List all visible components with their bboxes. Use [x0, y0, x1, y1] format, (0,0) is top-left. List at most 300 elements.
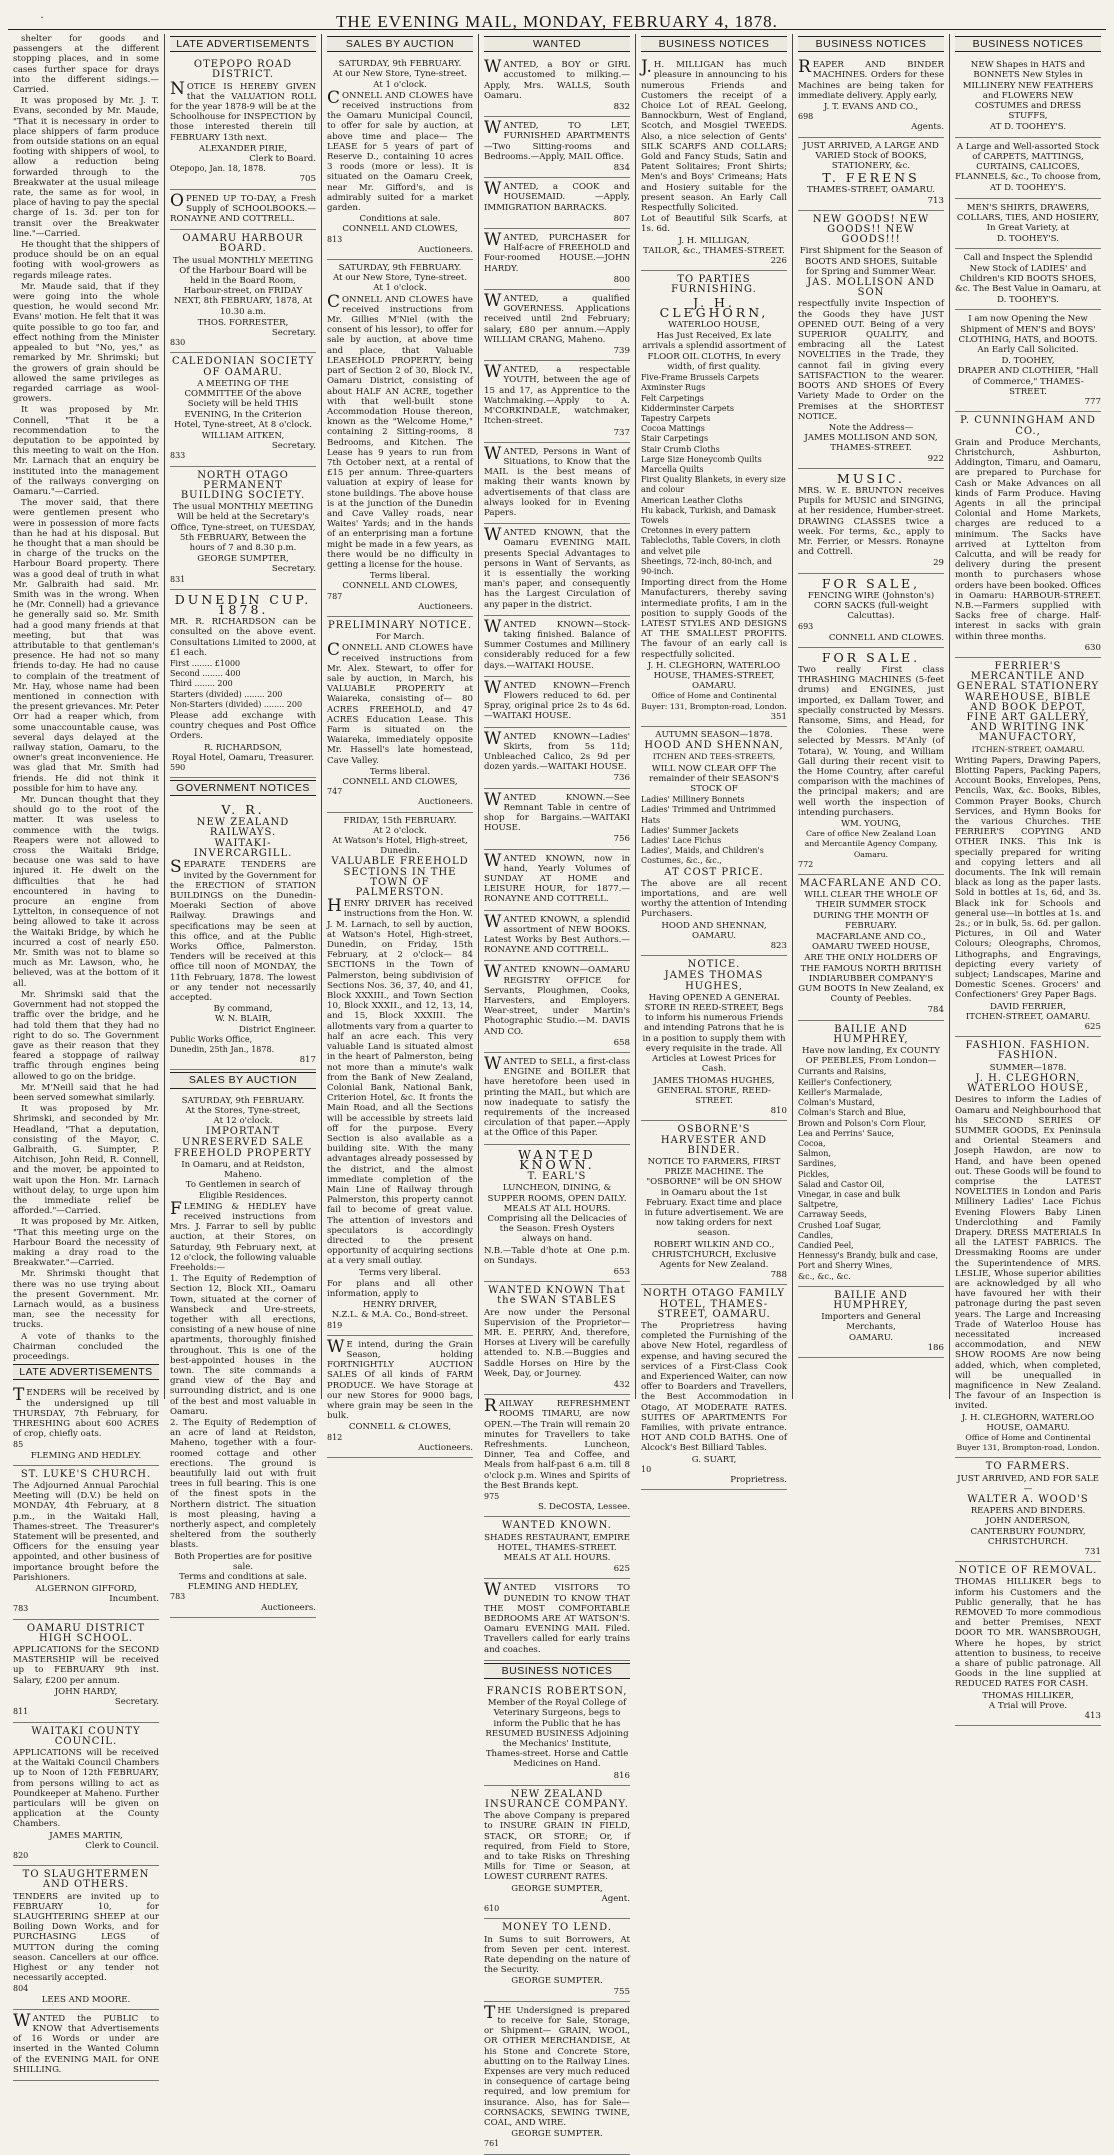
list-item: Axminster Rugs: [641, 383, 706, 393]
ad-railway-refreshment: [484, 1395, 630, 1517]
ad-building-society: [170, 467, 316, 590]
ad-slaughtermen: [13, 1866, 159, 2010]
ad-number: 713: [927, 195, 944, 206]
ad-signature: AT D. TOOHEY'S.: [989, 122, 1067, 133]
ad-number: 653: [613, 1266, 630, 1277]
ad-text: Call and Inspect the Splendid New Stock of LADIES' and Children's KID BOOTS SHOES, &c. The Best Value in Oamaru, at: [955, 253, 1101, 295]
ad-text: Has Just Received, Ex late arrivals a splendid assortment of FLOOR OIL CLOTHS, In every width, of first quality.: [642, 331, 786, 372]
ad-location: In Oamaru, and at Reidston, Maheno.: [181, 1159, 305, 1181]
ad-date: SATURDAY, 9th FEBRUARY.: [338, 59, 462, 70]
ad-heading: DUNEDIN CUP. 1878.: [174, 591, 312, 617]
ad-text: CONNELL AND CLOWES have received instructions from Mr. Alex. Stewart, to offer for sale by auction, in March, his VALUABLE PROPERTY at Waiareka, consisting of— 80 ACRES FREEHOLD, and 47 ACRES Education Lease. This Farm is situated on the Waiareka, immediately opposite Mr. Hassell's late homestead, Cave Valley.: [327, 640, 473, 766]
ad-text: REAPERS AND BINDERS.: [970, 1506, 1086, 1517]
wanted-ad: [484, 1053, 630, 1145]
ad-subtitle: Agent.: [601, 1893, 630, 1904]
meeting-report: [13, 34, 159, 1362]
ad-number: 610: [484, 1904, 500, 1914]
list-item: Hu kaback, Turkish, and Damask Towels: [641, 505, 776, 525]
ad-heading: BAILIE AND HUMPHREY,: [833, 1023, 909, 1045]
ad-preliminary-notice: [327, 617, 473, 813]
section-heading: LATE ADVERTISEMENTS: [13, 1364, 159, 1380]
ad-plans: For plans and all other information, apply to: [327, 1278, 473, 1299]
ad-name: HOOD AND SHENNAN,: [644, 740, 784, 752]
ad-caledonian: [170, 353, 316, 466]
ad-by: By command,: [213, 1004, 273, 1015]
ad-text: NOTICE TO FARMERS, FIRST PRIZE MACHINE. The "OSBORNE" will be ON SHOW in Oamaru about the 1st February. Exact time and place in future advertisement. We are now taking orders for next season.: [644, 1156, 784, 1239]
ad-name: JAMES THOMAS HUGHES,: [664, 970, 764, 992]
ad-subtitle: Secretary.: [114, 1697, 159, 1708]
ad-number: 922: [927, 453, 944, 464]
ad-signature: G. SUART,: [691, 1454, 737, 1465]
prize-line: Second ........ 400: [170, 669, 241, 679]
wanted-text: WANTED to SELL, a first-class ENGINE and BOILER that have heretofore been used in printing the MAIL, but which are now inadequate to satisfy the requirements of the increased circulation of that paper.—Apply at the Office of this Paper.: [484, 1054, 630, 1139]
ad-subtitle: TAILOR, &c., THAMES-STREET.: [643, 245, 785, 256]
report-para: He thought that the shippers of produce should be on an equal footing with wool-growers as regards mileage rates.: [13, 240, 159, 281]
ad-subtitle: Auctioneers.: [418, 1442, 473, 1453]
ad-osborne: [641, 1121, 787, 1285]
ad-heading: FOR SALE,: [821, 575, 921, 591]
ad-subtitle: Auctioneers.: [418, 601, 473, 612]
ad-threshing: [13, 1384, 159, 1465]
ad-signature: R. RICHARDSON,: [203, 742, 283, 753]
ad-text: SEPARATE TENDERS are invited by the Government for the ERECTION of STATION BUILDINGS on the Dunedin-Moeraki Section of above Railway. Drawings and specifications may be seen at this office, and at the Public Works Office, Palmerston. Tenders will be received at this office till noon of MONDAY, the 11th February, 1878. The lowest or any tender not necessarily accepted.: [170, 857, 316, 1004]
ad-text: JUST ARRIVED, AND FOR SALE—: [957, 1473, 1099, 1494]
ad-signature: J. T. EVANS AND CO.,: [823, 102, 919, 113]
report-para: It was proposed by Mr. Connell, "That it be a recommendation to the deputation to be appointed by this meeting to wait on the Hon. Mr. Larnach that an enquiry be instituted into the management of the railways converging on Oamaru."—Carried.: [13, 405, 159, 497]
ad-county-council: [13, 1723, 159, 1867]
ad-number: 432: [613, 1379, 630, 1390]
ad-number: 761: [484, 2139, 500, 2149]
ad-text: OPENED UP TO-DAY, a Fresh Supply of SCHOOLBOOKS.—RONAYNE AND COTTRELL.: [170, 190, 316, 225]
ad-note: N.B.—Table d'hote at One p.m. on Sundays.: [484, 1245, 630, 1266]
prize-line: Starters (divided) ........ 200: [170, 689, 283, 699]
columns: [8, 34, 1106, 2149]
ad-music: [798, 469, 944, 574]
ad-conditions: Terms liberal.: [369, 766, 431, 777]
ad-number: 975: [484, 1491, 500, 1501]
ad-signature: JAMES THOMAS HUGHES,: [653, 1075, 775, 1086]
ad-text: In Sums to suit Borrowers, At from Seven per cent. interest. Rate depending on the nature of the Security.: [484, 1934, 630, 1976]
ad-number: 755: [613, 1986, 630, 1997]
ad-hood-shennan: [641, 727, 787, 956]
ad-signature: HOOD AND SHENNAN,: [661, 920, 767, 931]
wanted-text: WANTED KNOWN—Ladies' Skirts, from 5s 11d; Unbleached Calico, 2s 9d per dozen yards.—WAITAKI HOUSE.: [484, 728, 630, 773]
ad-conditions: Terms very liberal.: [359, 1267, 441, 1278]
ad-subtitle: N.Z.L. & M.A. Co., Bond-street.: [331, 1310, 469, 1321]
wanted-ad: [484, 728, 630, 789]
ad-text: respectfully invite Inspection of the Goods they have JUST OPENED OUT. Being of a very SUPERIOR QUALITY, and embracing all the Latest NOVELTIES in the Trade, they cannot fail in giving every SATISFACTION to the wearer. BOOTS AND SHOES Of Every Variety Made to Order on the Premises at the SHORTEST NOTICE.: [798, 299, 944, 422]
list-item: Colman's Starch and Blue,: [798, 1108, 906, 1118]
ad-signature: D. TOOHEY'S.: [997, 295, 1059, 306]
section-heading: BUSINESS NOTICES: [798, 36, 944, 52]
ad-signature: CONNELL AND CLOWES,: [342, 777, 458, 788]
ad-name: T. FERENS: [822, 170, 920, 186]
ad-palmerston-sections: [327, 813, 473, 1336]
vr-mark: V. R.: [221, 802, 265, 818]
list-item: Tablecloths, Table Covers, in cloth and velvet pile: [641, 536, 781, 556]
section-heading: LATE ADVERTISEMENTS: [170, 36, 316, 52]
ad-date: Otepopo, Jan. 18, 1878.: [170, 164, 266, 174]
list-item: Kidderminster Carpets: [641, 403, 734, 413]
ad-time: At 1 o'clock.: [373, 79, 427, 90]
ad-text: J.H. MILLIGAN has much pleasure in announcing to his numerous Friends and Customers the receipt of a Choice Lot of REAL Geelong, Bannockburn, West of England, Scotch, and Mosgiel TWEEDS. Also, a nice selection of Gents' SILK SCARFS AND COLLARS; Gold and Fancy Studs, Satin and Patent Solitaires; Front Shirts; Men's and Boys' Crimeans; Hats and Hosiery suitable for the present season. An Early Call Respectfully Solicited.: [641, 57, 787, 214]
ad-macfarlane: [798, 875, 944, 1021]
list-item: Hennessy's Brandy, bulk and case,: [798, 1251, 939, 1261]
wanted-ad: [484, 789, 630, 850]
list-item: Candles,: [798, 1230, 834, 1240]
list-item: Cretonnes in every pattern: [641, 526, 751, 536]
ad-text: WANTED the PUBLIC to KNOW that Advertisements of 16 Words or under are inserted in the Wanted Column of the EVENING MAIL for ONE SHILLING.: [13, 2010, 159, 2075]
ad-heading: TO SLAUGHTERMEN AND OTHERS.: [22, 1869, 150, 1891]
section-heading: WANTED: [484, 36, 630, 52]
ad-signature: CONNELL AND CLOWES,: [342, 581, 458, 592]
ad-subtitle: GENERAL STORE, REED-STREET.: [657, 1085, 771, 1106]
ad-signature: GEORGE SUMPTER,: [197, 554, 289, 565]
ad-text: Writing Papers, Drawing Papers, Blotting Papers, Packing Papers, Account Books, Envelopes, Pens, Pencils, Wax, &c. Books, Bibles, Common Prayer Books, Church Services, and Hymn Books for the various Churches. THE FERRIER'S COPYING AND OTHER INKS. This Ink is specially prepared for writing and copying letters and all documents. The Ink will remain black as long as the paper lasts. Sold in bottles at 1s, 6d, and 3s. Black ink for Schools and general use—in bottles at 1s. and 2s.; or in bulk, 5s. 6d. per gallon. Pictures, in Oil and Water Colours; Oleographs, Chromos, Lithographs, and Engravings, depicting every variety of subject; Landscapes, Marine and Domestic Scenes. Grocers' and Confectioners' Grey Paper Bags.: [955, 755, 1101, 1001]
ad-signature: WILLIAM AITKEN,: [201, 430, 285, 441]
ad-to: To Gentlemen in search of Eligible Residences.: [185, 1180, 301, 1201]
ad-heading: MUSIC.: [837, 470, 905, 486]
ad-subtitle: Agents.: [911, 122, 944, 133]
ad-number: 787: [327, 591, 343, 601]
ad-text: A Large and Well-assorted Stock of CARPETS, MATTINGS, CURTAINS, CALICOES, FLANNELS, &c., To choose from,: [955, 141, 1101, 183]
list-item: Marcella Quilts: [641, 464, 704, 474]
ad-subtitle: CHRISTCHURCH, Exclusive Agents for New Zealand.: [651, 1249, 777, 1270]
prize-line: Third ........ 200: [170, 679, 233, 689]
list-item: Ladies' Millinery Bonnets: [641, 795, 745, 805]
ad-subtitle: Secretary.: [271, 441, 316, 452]
ad-heading: NEW GOODS! NEW GOODS!! NEW GOODS!!!: [812, 213, 930, 246]
report-para: Mr. Shrimski said that the Government had not stopped the traffic over the bridge, and he had told them that they had no right to do so. The Government gave as their reason that they feared a stoppage of railway traffic through engines being allowed to go on the bridge.: [13, 989, 159, 1082]
list-item: Lea and Perrins' Sauce,: [798, 1128, 895, 1138]
ad-number: 783: [170, 1592, 186, 1602]
ad-swan-stables: [484, 1282, 630, 1395]
ad-ferens: [798, 138, 944, 211]
ad-number: 810: [770, 1106, 787, 1117]
list-item: Ladies' Summer Jackets: [641, 825, 739, 835]
ad-signature: JOHN ANDERSON,: [985, 1516, 1071, 1527]
ad-date: Dunedin, 25th Jan., 1878.: [170, 1045, 275, 1055]
ad-signature: GEORGE SUMPTER.: [511, 1976, 603, 1987]
ad-schoolbooks: [170, 190, 316, 231]
list-item: Cocoa,: [798, 1138, 826, 1148]
report-para: It was proposed by Mr. J. T. Evans, seconded by Mr. Maude, "That it is necessary in order to place shippers of farm produce from outside stations on an equal footing with shippers of wool, to allow a reduction being forwarded through to the Breakwater at the usual mileage rate, the same as for wool, in place of having to pay the special charge of 1s. 3d. per ton for transit over the Breakwater line."—Carried.: [13, 96, 159, 239]
ad-number: 807: [613, 213, 630, 224]
ad-subtitle: District Engineer.: [238, 1024, 316, 1035]
list-item: Candied Peel,: [798, 1240, 854, 1250]
ad-signature: AT D. TOOHEY'S.: [989, 183, 1067, 194]
ad-number: 625: [1084, 1022, 1101, 1033]
ad-signature: JAMES MOLLISON AND SON,: [804, 433, 938, 444]
ad-name: J. H. CLEGHORN, WATERLOO HOUSE,: [967, 1072, 1089, 1095]
ad-subheading: WAITAKI-INVERCARGILL.: [193, 838, 293, 860]
ad-number: 739: [613, 346, 630, 357]
ad-number: 186: [927, 1342, 944, 1353]
ad-terms: Terms and conditions at sale.: [179, 1572, 307, 1583]
ad-number: 772: [798, 859, 814, 869]
ad-signature: MACFARLANE AND CO., OAMARU TWEED HOUSE,: [811, 932, 931, 953]
column-6: [793, 34, 950, 1399]
ad-date: SATURDAY, 9th FEBRUARY.: [338, 263, 462, 274]
list-item: Ladies', Maids, and Children's Costumes, &c., &c.,: [641, 846, 764, 866]
report-para: It was proposed by Mr. Shrimski, and seconded by Mr. Headland, "That a deputation, consisting of the Mayor, C. Galbraith, G. Sumpter, P. Aitchison, John Reid, R. Connell, and the mover, be appointed to wait upon the Hon. Mr. Larnach without delay, to urge upon him the immediate relief be afforded."—Carried.: [13, 1104, 159, 1217]
ad-location: At our New Store, Tyne-street.: [332, 273, 468, 284]
ad-harbour-board: [170, 230, 316, 353]
wanted-text: WANTED KNOWN, that the Oamaru EVENING MAIL presents Special Advantages to persons in Want of Servants, as it is essentially the working man's paper, and consequently has the Largest Circulation of any paper in the district.: [484, 525, 630, 610]
ad-text: REAPER AND BINDER MACHINES. Orders for these Machines are being taken for immediate delivery. Apply early,: [798, 57, 944, 101]
ad-text: Two really First class THRASHING MACHINES (5-feet drums) and ENGINES, just imported, ex Dallam Tower, and specially constructed by Messrs. Ransome, Sims, and Head, for the Colonies. These were selected by Messrs. M'Anly (of Totara), W. Young, and William Gall during their recent visit to the Home Country, after careful comparison with the machines of the principal makers; and are well worth the inspection of intending purchasers.: [798, 664, 944, 818]
ad-text: RAILWAY REFRESHMENT ROOMS TIMARU, are now OPEN.—The Train will remain 20 minutes for Travellers to take Refreshments. Luncheon, Dinner, Tea and Coffee, and Meals from half-past 6 a.m. till 8 o'clock p.m. Wines and Spirits of the Best Brands kept.: [484, 1396, 630, 1491]
ad-signature: WM. YOUNG,: [841, 819, 901, 830]
list-item: Large Size Honeycomb Quilts: [641, 454, 762, 464]
ad-text: Having OPENED A GENERAL STORE IN REED-STREET, Begs to inform his numerous Friends and intending Patrons that he is in a position to supply them with every requisite in the trade. All Articles at Lowest Prices for Cash.: [642, 992, 786, 1075]
ad-number: 823: [770, 941, 787, 952]
ad-dunedin-cup: [170, 590, 316, 778]
ad-text: WILL CLEAR THE WHOLE OF THEIR SUMMER STOCK DURING THE MONTH OF FEBRUARY.: [804, 890, 938, 931]
ad-text: MR. R. RICHARDSON can be consulted on the above event. Consultations Limited to 2000, at £1 each.: [170, 617, 317, 658]
list-item: Cocoa Mattings: [641, 424, 705, 434]
report-para: Mr. Maude said, that if they were going into the whole question, he would second Mr. Evans' motion. He felt that it was quite possible to go too far, and effect nothing from the Minister appealed to but "No, yes," as remarked by Mr. Shrimski; but the growers of grain should be allowed the same privileges as regarded carriage as wool-growers.: [13, 281, 159, 405]
ad-heading: WAITAKI COUNTY COUNCIL.: [31, 1725, 141, 1747]
ad-subtitle: THAMES-STREET.: [830, 443, 912, 454]
ad-number: 833: [170, 451, 186, 461]
wanted-text: WANTED, a BOY or GIRL accustomed to milking.—Apply, Mrs. WALLS, South Oamaru.: [484, 57, 630, 101]
ad-heading: CALEDONIAN SOCIETY OF OAMARU.: [171, 356, 315, 378]
ad-subtitle: A Trial will Prove.: [988, 1700, 1068, 1711]
ad-heading: FRANCIS ROBERTSON,: [486, 1686, 628, 1698]
ad-text: TENDERS are invited up to FEBRUARY 10, for SLAUGHTERING SHEEP at our Boiling Down Works, and for PURCHASING LEGS of MUTTON during the coming season. Cancellers at our office. Highest or any tender not necessarily accepted.: [13, 1891, 159, 1984]
ad-number: 756: [613, 834, 630, 845]
ad-railways: [170, 800, 316, 1070]
ad-text: Desires to inform the Ladies of Oamaru and Neighbourhood that his SECOND SERIES OF SUMMER GOODS, Ex Peninsula and Oriental Steamers and Joseph Hawdon, are now to Hand, and have been opened out. These Goods will be found to comprise the LATEST NOVELTIES in London and Paris Millinery Ladies' Lace Fichus Evening Flowers Baby Linen Underclothing and Family Drapery. DRESS MATERIALS In all the LATEST FABRICS. The Dressmaking Rooms are under the Superintendence of MRS. LESLIE, Whose superior abilities are acknowledged by all who have favoured her with their patronage during the past seven years. The Large and Increasing Trade of Waterloo House has necessitated increased accommodation, and NEW SHOW ROOMS Are now being added, which, when completed, will be unequalled in magnificence in New Zealand. The favour of an Inspection is invited.: [955, 1095, 1101, 1412]
prize-line: Non-Starters (divided) ........ 200: [170, 699, 303, 709]
ad-text: SHADES RESTAURANT, EMPIRE HOTEL, THAMES-STREET. MEALS AT ALL HOURS.: [484, 1532, 630, 1563]
ad-location: ITCHEN AND TEES-STREETS,: [652, 752, 776, 762]
ad-number: 783: [13, 1604, 29, 1614]
ad-number: 777: [1084, 397, 1101, 408]
ad-number: 800: [613, 274, 630, 285]
wanted-ad: [484, 524, 630, 616]
ad-heading: FOR SALE.: [821, 649, 921, 665]
list-item: Felt Carpetings: [641, 393, 704, 403]
list-item: Stair Crumb Cloths: [641, 444, 720, 454]
ad-number: 804: [13, 1984, 29, 1994]
ad-text: Importing direct from the Home Manufacturers, thereby saving intermediate profits, I am in the position to supply Goods of the LATEST STYLES AND DESIGNS AT THE SMALLEST PROFITS. The favour of an early call is respectfully solicited.: [641, 578, 787, 660]
ad-number: 10: [641, 1464, 652, 1474]
ad-text: First Shipment for the Season of BOOTS AND SHOES, Suitable for Spring and Summer Wear.: [799, 246, 943, 277]
ad-shades-restaurant: [484, 1517, 630, 1579]
ad-subtitle: Proprietress.: [730, 1475, 787, 1486]
ad-cost: AT COST PRICE.: [664, 866, 764, 878]
wanted-ad: [484, 911, 630, 962]
ad-number: 788: [770, 1270, 787, 1281]
ad-text: THE Undersigned is prepared to receive for Sale, Storage, or Shipment— GRAIN, WOOL, OR OTHER MERCHANDISE, At his Stone and Concrete Store, abutting on to the Railway Lines. Expenses are very much reduced in consequence of cartage being required, and low premium for insurance. Also, has for Sale— CORNSACKS, SEWING TWINE, COAL, AND WIRE.: [484, 2002, 630, 2128]
ad-number: 351: [770, 711, 787, 722]
ad-number: 705: [299, 174, 316, 185]
ad-time: At 2 o'clock.: [373, 825, 427, 836]
ad-heading: OAMARU HARBOUR BOARD.: [182, 233, 304, 255]
ad-toohey-boots: [955, 249, 1101, 310]
list-item: Salmon,: [798, 1149, 831, 1159]
ad-signature: J. H. CLEGHORN, WATERLOO HOUSE, THAMES-STREET, OAMARU.: [647, 660, 781, 692]
ad-auction-reserve: [327, 56, 473, 260]
ad-otepopo: [170, 56, 316, 189]
ad-number: 817: [299, 1055, 316, 1066]
ad-time: At 1 o'clock.: [373, 283, 427, 294]
ad-text: THOMAS HILLIKER begs to inform his Customers and the Public generally, that he has REMOVED To more commodious and better Premises, NEXT DOOR TO MR. WANSBROUGH, Where he hopes, by strict attention to business, to receive a share of public patronage. All Goods in the line supplied at REDUCED RATES FOR CASH.: [955, 1577, 1101, 1690]
report-para: Mr. Shrimski thought that there was no use trying about the present Government. Mr. Larnach would, as a business man, see the necessity for trucks.: [13, 1269, 159, 1331]
list-item: Carraway Seeds,: [798, 1210, 867, 1220]
ad-to-farmers: [955, 1458, 1101, 1562]
ad-heading: TO FARMERS.: [985, 1461, 1071, 1473]
ad-location: THAMES-STREET, OAMARU.: [806, 185, 936, 196]
ad-milligan: [641, 56, 787, 271]
ad-text: The Proprietress having completed the Furnishing of the above New Hotel, regardless of expense, and having secured the services of a First-Class Cook and Experienced Waiter, can now offer to Boarders and Travellers, the Best Accommodation in Otago, AT MODERATE RATES. SUITES OF APARTMENTS For Families, with private entrance. HOT AND COLD BATHS. One of Alcock's Best Billiard Tables.: [641, 1320, 787, 1454]
ad-text: Are now under the Personal Supervision of the Proprietor— MR. E. PERRY, And, therefore, Horses at Livery will be carefully attended to. N.B.—Buggies and Saddle Horses on Hire by the Week, Day, or Journey.: [484, 1307, 630, 1379]
ad-subtitle: Auctioneers.: [418, 244, 473, 255]
ad-location: At the Stores, Tyne-street,: [185, 1105, 301, 1116]
ad-heading: IMPORTANT UNRESERVED SALE: [181, 1126, 305, 1148]
list-item: Saltpetre,: [798, 1200, 839, 1210]
wanted-text: WANTED, a qualified GOVERNESS. Applications received until 2nd February; salary, £80 per annum.—Apply WILLIAM CRANG, Maheno.: [484, 291, 630, 345]
ad-name: WALTER A. WOOD'S: [967, 1494, 1089, 1506]
ad-heading: NORTH OTAGO FAMILY HOTEL, THAMES-STREET, OAMARU.: [643, 1288, 785, 1320]
ad-signature: J. H. CLEGHORN, WATERLOO HOUSE, OAMARU.: [961, 1412, 1095, 1433]
ad-mollison: [798, 211, 944, 469]
list-item: Port and Sherry Wines,: [798, 1261, 893, 1271]
ad-text: Grain and Produce Merchants, Christchurch, Ashburton, Addington, Timaru, and Oamaru, are prepared to Purchase for Cash or Make Advances on all kinds of Farm Produce. Having Agents in all the principal Colonial and Home Markets, charges are reduced to a minimum. The Sacks have arrived at Lyttelton from Calcutta, and will be ready for delivery during the present month to purchasers whose orders have been booked. Offices in Oamaru: HARBOUR-STREET. N.B.—Farmers supplied with Sacks free of charge. Half-interest in sacks with grain within three months.: [955, 437, 1101, 642]
ad-text: LUNCHEON, DINING, & SUPPER ROOMS, OPEN DAILY. MEALS AT ALL HOURS. Comprising all the Delicacies of the Season. Fresh Oysters always on hand.: [487, 1183, 627, 1245]
ad-text: MRS. W. E. BRUNTON receives Pupils for MUSIC and SINGING, at her residence, Humber-street. DRAWING CLASSES twice a week. For terms, &c., apply to Mr. Ferrier, or Messrs. Ronayne and Cottrell.: [798, 485, 944, 558]
ad-number: 816: [613, 1770, 630, 1781]
wanted-text: WANTED KNOWN—Stock-taking finished. Balance of Summer Costumes and Millinery considerably reduced for a few days.—WAITAKI HOUSE.: [484, 616, 630, 671]
ad-signature: CONNELL AND CLOWES,: [342, 224, 458, 235]
ad-heading: OSBORNE'S HARVESTER AND BINDER.: [660, 1124, 768, 1156]
wanted-text: WANTED, a respectable YOUTH, between the age of 15 and 17, as Apprentice to the Watchmaking.—Apply to A. M'CORKINDALE, watchmaker, Itchen-street.: [484, 362, 630, 427]
ad-number: 830: [170, 338, 186, 348]
ad-fashion: [955, 1037, 1101, 1458]
wanted-text: WANTED KNOWN.—See Remnant Table in centre of shop for Bargains.—WAITAKI HOUSE.: [484, 789, 630, 834]
ad-signature: LEES AND MOORE.: [41, 1994, 131, 2005]
ad-text: CONNELL AND CLOWES have received instructions from Mr. Gillies M'Niel (with the consent of his lessor), to offer for sale by auction, at above time and place, that Valuable LEASEHOLD PROPERTY, being part of Section 2 of 30, Block IV., Oamaru District, consisting of about HALF AN ACRE, together with that well-built stone Accommodation House thereon, known as the "Welcome Home," containing 2 Sitting-rooms, 8 Bedrooms, and Kitchen. The Lease has 9 years to run from 7th October next, at a rental of £15 per annum. Three-quarters valuation at expiry of lease for stone buildings. The above house is at the junction of the Dunedin and Cave Valley roads, near Waites' Yards; and in the hands of an enterprising man a fortune might be made in a few years, as there would be no difficulty in getting a license for the house.: [327, 291, 473, 570]
ad-office: Office of Home and Continental Buyer 131, Brompton-road, London.: [956, 1433, 1100, 1453]
ad-subtitle: Auctioneers.: [418, 797, 473, 808]
ad-st-lukes: [13, 1466, 159, 1620]
list-item: Keiller's Confectionery,: [798, 1077, 893, 1087]
ad-text: FENCING WIRE (Johnston's) CORN SACKS (full-weight Calcuttas).: [807, 590, 935, 622]
ad-heading: NOTICE OF REMOVAL.: [958, 1565, 1098, 1577]
wanted-ad: [484, 677, 630, 728]
ad-text: ARE THE ONLY HOLDERS OF THE FAMOUS NORTH BRITISH INDIARUBBER COMPANY'S GUM BOOTS In New Zealand, ex County of Peebles.: [798, 953, 944, 1005]
list-item: Sheetings, 72-inch, 80-inch, and 90-inch.: [641, 556, 773, 576]
ad-subtitle: Clerk to Council.: [85, 1840, 159, 1851]
ad-number: 834: [613, 163, 630, 174]
wanted-ad: [484, 443, 630, 524]
list-item: &c., &c., &c.: [798, 1271, 851, 1281]
ad-wanted-public: [13, 2010, 159, 2081]
wanted-ad: [484, 117, 630, 178]
ad-signature: THOMAS HILLIKER,: [982, 1690, 1074, 1701]
ad-text: The usual MONTHLY MEETING Will be held at the Secretary's Office, Tyne-street, on TUESDAY, 5th FEBRUARY, Between the hours of 7 and 8.30 p.m.: [170, 502, 316, 553]
list-item: Five-Frame Brussels Carpets: [641, 373, 759, 383]
ad-heading: MONEY TO LEND.: [502, 1922, 612, 1934]
ad-subheading: SUMMER—1878.: [989, 1062, 1067, 1073]
ad-name: T. EARL'S: [527, 1171, 587, 1183]
ad-signature: S. DeCOSTA, Lessee.: [538, 1502, 630, 1513]
ad-toohey-hats: [955, 56, 1101, 137]
ad-sumpter-store: [484, 2002, 630, 2155]
ad-hughes: [641, 956, 787, 1121]
wanted-ad: [484, 56, 630, 117]
ad-reaper-binder: [798, 56, 944, 137]
ad-signature: DAVID FERRIER,: [990, 1001, 1066, 1012]
list-item: Colman's Mustard,: [798, 1098, 875, 1108]
ad-heading: WANTED KNOWN.: [518, 1146, 596, 1172]
ad-office: Office of Home and Continental Buyer: 131, Brompton-road, London.: [641, 691, 787, 711]
ad-signature: J. H. MILLIGAN,: [678, 235, 750, 246]
ad-heading: AUTUMN SEASON—1878.: [655, 730, 773, 740]
ad-removal: [955, 1562, 1101, 1726]
ad-number: 813: [327, 234, 343, 244]
ad-earls-rooms: [484, 1145, 630, 1282]
wanted-ad: [484, 361, 630, 442]
ad-heading: WANTED KNOWN That the SWAN STABLES: [488, 1285, 626, 1307]
ad-number: 736: [613, 773, 630, 784]
ad-name: J. H. CLEGHORN,: [659, 294, 769, 320]
ad-date: For March.: [375, 632, 425, 643]
list-item: Tapestry Carpets: [641, 413, 711, 423]
ad-text: NEW Shapes in HATS and BONNETS New Styles in MILLINERY NEW FEATHERS and FLOWERS NEW COSTUMES and DRESS STUFFS,: [962, 60, 1094, 122]
wanted-text: WANTED, PURCHASER for Half-acre of FREEHOLD and Four-roomed HOUSE.—JOHN HARDY.: [484, 230, 630, 274]
ad-heading: FASHION. FASHION. FASHION.: [965, 1040, 1091, 1062]
ad-text: The above Company is prepared to INSURE GRAIN IN FIELD, STACK, OR STORE; Or, if required, from Field to Store, and to take Risks on Threshing Mills for Time or Season, at LOWEST CURRENT RATES.: [484, 1811, 630, 1883]
section-heading: BUSINESS NOTICES: [484, 1663, 630, 1679]
ad-number: 630: [1084, 642, 1101, 653]
report-para: A vote of thanks to the Chairman concluded the proceedings.: [13, 1331, 159, 1362]
ad-signature: CONNELL AND CLOWES.: [828, 632, 944, 643]
section-heading: BUSINESS NOTICES: [955, 36, 1101, 52]
ad-location: ITCHEN-STREET, OAMARU.: [971, 744, 1085, 754]
ad-text: WANTED VISITORS TO DUNEDIN TO KNOW THAT THE MOST COMFORTABLE BEDROOMS ARE AT WATSON'S. Oamaru EVENING MAIL Filed. Travellers called for early trains and coaches.: [484, 1580, 630, 1655]
ad-number: 731: [1084, 1547, 1101, 1558]
ad-signature: D. TOOHEY,: [1001, 356, 1055, 367]
ad-number: 226: [770, 256, 787, 267]
ad-text: Importers and General Merchants,: [821, 1312, 921, 1333]
ad-signature: THOS. FORRESTER,: [197, 317, 289, 328]
ad-text: I am now Opening the New Shipment of MEN'S and BOYS' CLOTHING, HATS, and BOOTS. An Early Call Solicited.: [958, 314, 1098, 356]
ad-heading: JUST ARRIVED, A LARGE AND VARIED Stock of BOOKS, STATIONERY, &c.: [803, 140, 939, 172]
ad-signature: JOHN HARDY,: [54, 1686, 118, 1697]
prize-line: First ........ £1000: [170, 658, 241, 668]
ad-text: Member of the Royal College of Veterinary Surgeons, begs to inform the Public that he has RESUMED BUSINESS Adjoining the Mechanics' Institute, Thames-street. Horse and Cattle Medicines on Hand.: [485, 1698, 629, 1770]
wanted-text: WANTED KNOWN, now in hand, Yearly Volumes of SUNDAY AT HOME and LEISURE HOUR, for 1877.—RONAYNE AND COTTRELL.: [484, 850, 630, 905]
masthead: [8, 6, 1106, 30]
ad-text: MEN'S SHIRTS, DRAWERS, COLLARS, TIES, AND HOSIERY, In Great Variety, at: [956, 202, 1100, 234]
ad-signature: D. TOOHEY'S.: [997, 234, 1059, 245]
ad-signature: ALGERNON GIFFORD,: [35, 1584, 137, 1595]
ad-text: FLEMING & HEDLEY have received instructions from Mrs. J. Farrar to sell by public auction, at their Stores, on Saturday, 9th February next, at 12 o'clock, the following valuable Freeholds:—: [170, 1198, 316, 1273]
list-item: Vinegar, in case and bulk: [798, 1189, 901, 1199]
wanted-ad: [484, 616, 630, 677]
ad-subtitle: OAMARU.: [849, 1332, 893, 1343]
list-item: Currants and Raisins,: [798, 1067, 887, 1077]
ad-cleghorn-furnishing: [641, 271, 787, 727]
ad-for-sale-wire: [798, 574, 944, 648]
ad-robertson: [484, 1683, 630, 1786]
ad-heading: NEW ZEALAND RAILWAYS.: [196, 816, 290, 838]
list-item: American Leather Cloths: [641, 495, 743, 505]
ad-note: Note the Address—: [828, 422, 914, 433]
